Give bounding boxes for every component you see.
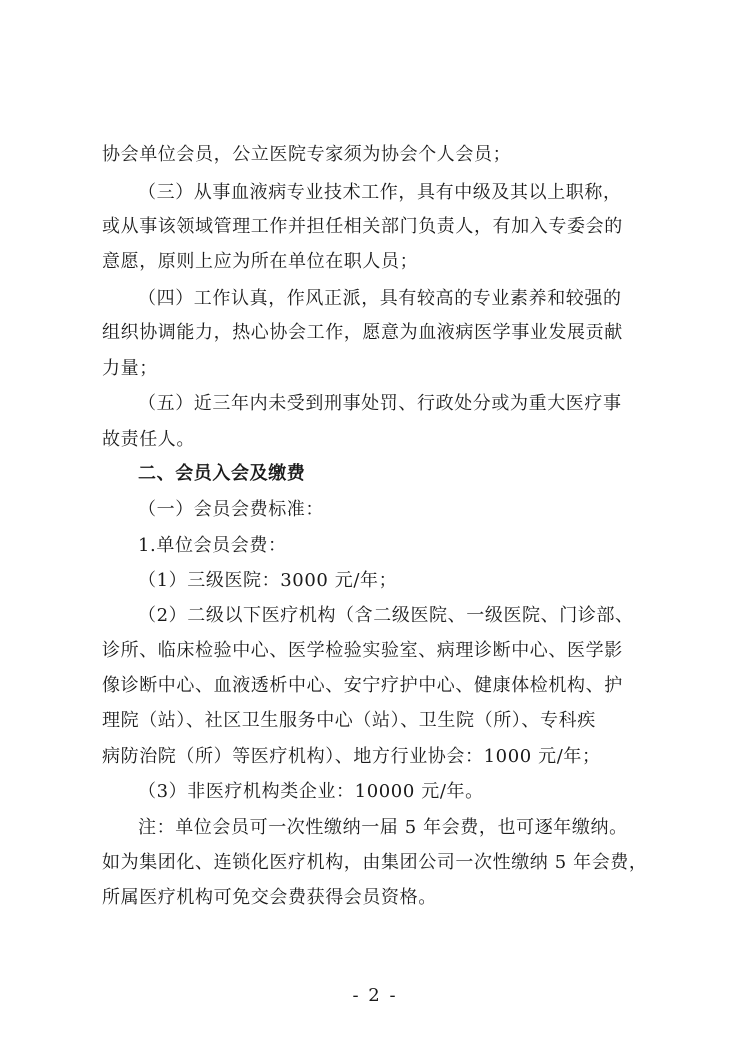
note-line: 所属医疗机构可免交会费获得会员资格。 [102, 887, 437, 908]
text-line: 像诊断中心、血液透析中心、安宁疗护中心、健康体检机构、护 [102, 675, 623, 696]
text-line: 诊所、临床检验中心、医学检验实验室、病理诊断中心、医学影 [102, 640, 623, 661]
section-heading: 二、会员入会及缴费 [138, 463, 306, 484]
page-number: - 2 - [352, 985, 398, 1006]
note-line: 注：单位会员可一次性缴纳一届 5 年会费，也可逐年缴纳。 [138, 817, 628, 838]
note-line: 如为集团化、连锁化医疗机构，由集团公司一次性缴纳 5 年会费， [102, 852, 648, 873]
text-line: 意愿，原则上应为所在单位在职人员； [102, 251, 419, 272]
text-line: 组织协调能力，热心协会工作，愿意为血液病医学事业发展贡献 [102, 322, 623, 343]
text-line: （1）三级医院：3000 元/年； [138, 570, 398, 591]
text-line: 1.单位会员会费： [138, 535, 287, 556]
text-line: 故责任人。 [102, 429, 195, 450]
text-line: 病防治院（所）等医疗机构）、地方行业协会：1000 元/年； [102, 746, 601, 767]
subsection-heading: （一）会员会费标准： [138, 499, 324, 520]
text-line: （2）二级以下医疗机构（含二级医院、一级医院、门诊部、 [138, 605, 634, 626]
text-line: 理院（站）、社区卫生服务中心（站）、卫生院（所）、专科疾 [102, 710, 596, 731]
text-line: （三）从事血液病专业技术工作，具有中级及其以上职称， [138, 182, 622, 203]
text-line: （四）工作认真，作风正派，具有较高的专业素养和较强的 [138, 288, 622, 309]
text-line: 协会单位会员，公立医院专家须为协会个人会员； [102, 144, 512, 165]
text-line: 力量； [102, 358, 158, 379]
text-line: 或从事该领域管理工作并担任相关部门负责人，有加入专委会的 [102, 216, 623, 237]
text-line: （五）近三年内未受到刑事处罚、行政处分或为重大医疗事 [138, 393, 622, 414]
text-line: （3）非医疗机构类企业：10000 元/年。 [138, 781, 484, 802]
